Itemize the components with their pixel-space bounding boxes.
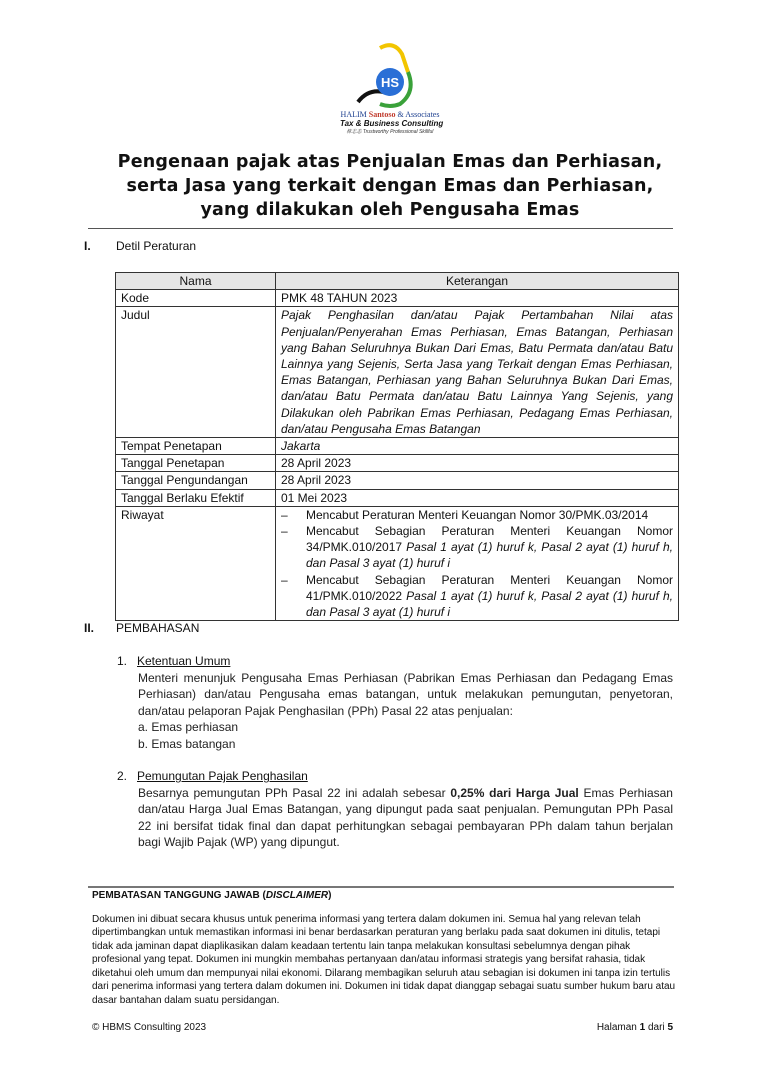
disclaimer-heading: PEMBATASAN TANGGUNG JAWAB (DISCLAIMER) xyxy=(92,890,332,901)
row-value: 28 April 2023 xyxy=(276,455,679,472)
row-value: Pajak Penghasilan dan/atau Pajak Pertambahan Nilai atas Penjualan/Penyerahan Emas Perhiasan, Emas Batangan, Perhiasan yang Bahan Seluruhnya Bukan Dari Emas, Batu Permata dan/atau Batu Lainnya yang Sejenis, Serta Jasa yang Terkait dengan Emas Perhiasan, Emas Batangan, Perhiasan yang Bahan Seluruhnya Bukan Dari Emas, dan/atau Batu Permata dan/atau Batu Lainnya Yang Sejenis, yang Dilakukan oleh Pabrikan Emas Perhiasan, Pedagang Emas Perhiasan, dan/atau Pengusaha Emas Batangan xyxy=(276,307,679,438)
row-value: 01 Mei 2023 xyxy=(276,489,679,506)
table-row xyxy=(116,290,679,307)
row-label: Tempat Penetapan xyxy=(116,438,276,455)
item-paragraph: Besarnya pemungutan PPh Pasal 22 ini adalah sebesar 0,25% dari Harga Jual Emas Perhiasan dan/atau Harga Jual Emas Batangan, yang dipungut pada saat penjualan. Pemungutan PPh Pasal 22 ini bersifat tidak final dan dapat perhitungkan sebagai pembayaran PPh dalam tahun berjalan bagi Wajib Pajak (WP) yang dipungut. xyxy=(138,785,673,849)
footer-page-number: Halaman 1 dari 5 xyxy=(596,1022,673,1033)
riwayat-list-cell xyxy=(276,506,679,620)
col-header-keterangan: Keterangan xyxy=(276,273,679,290)
list-item: b. Emas batangan xyxy=(138,736,236,751)
disclaimer-text: Dokumen ini dibuat secara khusus untuk penerima informasi yang tertera dalam dokumen ini. Semua hal yang relevan telah dipertimbangkan untuk memastikan informasi ini benar berdasarkan peraturan yang berlaku pada saat dokumen ini ditulis, tetapi tidak ada jaminan dapat diaplikasikan dalam keadaan tertentu lain tanpa melakukan konsultasi sebelumnya dengan pihak profesional yang tepat. Dokumen ini mungkin membahas pertanyaan dan/atau informasi strategis yang bersifat rahasia, tidak diketahui oleh umum dan mempunyai nilai ekonomi. Dilarang membagikan seluruh atau sebagian isi dokumen ini tanpa izin tertulis dari penerima informasi yang tertera dalam dokumen ini. Dokumen ini tidak dapat dianggap sebagai suatu sumber hukum baru atau dasar bantahan dalam suatu persidangan. xyxy=(92,913,676,1006)
table-row xyxy=(116,472,679,489)
row-label: Judul xyxy=(116,307,276,438)
table-row xyxy=(116,489,679,506)
logo-tagline: Tax & Business Consulting xyxy=(340,119,444,128)
list-item: – Mencabut Peraturan Menteri Keuangan Nomor 30/PMK.03/2014 xyxy=(281,507,673,523)
row-value: Jakarta xyxy=(276,438,679,455)
logo-name: HALIM Santoso & Associates xyxy=(340,110,440,119)
table-row xyxy=(116,307,679,438)
svg-text:HS: HS xyxy=(380,75,400,90)
company-logo xyxy=(340,42,444,148)
row-label: Kode xyxy=(116,290,276,307)
title-divider xyxy=(88,228,673,229)
row-label: Riwayat xyxy=(116,506,276,620)
section-heading-1: I. Detil Peraturan xyxy=(84,239,197,253)
document-title: Pengenaan pajak atas Penjualan Emas dan Perhiasan, serta Jasa yang terkait dengan Emas dan Perhiasan, yang dilakukan oleh Pengusaha Emas xyxy=(117,152,663,220)
item-heading: 1. Ketentuan Umum xyxy=(117,654,231,668)
row-value: 28 April 2023 xyxy=(276,472,679,489)
table-row xyxy=(116,438,679,455)
item-heading: 2. Pemungutan Pajak Penghasilan xyxy=(117,769,308,783)
row-value: PMK 48 TAHUN 2023 xyxy=(276,290,679,307)
row-label: Tanggal Pengundangan xyxy=(116,472,276,489)
disclaimer xyxy=(92,889,677,1007)
section-heading-2: II. PEMBAHASAN xyxy=(84,621,200,635)
item-paragraph: Menteri menunjuk Pengusaha Emas Perhiasan (Pabrikan Emas Perhiasan dan Pedagang Emas Perhiasan) dan/atau Pengusaha emas batangan, untuk melakukan pemungutan, penyetoran, dan/atau pelaporan Pajak Penghasilan (PPh) Pasal 22 atas penjualan: xyxy=(138,670,673,718)
list-item: – Mencabut Sebagian Peraturan Menteri Keuangan Nomor 34/PMK.010/2017 Pasal 1 ayat (1) huruf k, Pasal 2 ayat (1) huruf h, dan Pasal 3 ayat (1) huruf i xyxy=(281,523,673,572)
disclaimer-divider xyxy=(88,886,674,888)
row-label: Tanggal Berlaku Efektif xyxy=(116,489,276,506)
logo-emblem-icon xyxy=(350,42,430,110)
col-header-nama: Nama xyxy=(116,273,276,290)
item-pemungutan xyxy=(117,768,673,851)
item-ketentuan-umum xyxy=(117,653,673,752)
row-label: Tanggal Penetapan xyxy=(116,455,276,472)
table-row xyxy=(116,506,679,620)
regulation-details-table xyxy=(115,272,679,621)
list-item: – Mencabut Sebagian Peraturan Menteri Keuangan Nomor 41/PMK.010/2022 Pasal 1 ayat (1) huruf k, Pasal 2 ayat (1) huruf h, dan Pasal 3 ayat (1) huruf i xyxy=(281,572,673,621)
table-row xyxy=(116,455,679,472)
logo-motto: 株志恙 Trustworthy Professional Skillful xyxy=(346,129,434,135)
list-item: a. Emas perhiasan xyxy=(138,720,239,734)
footer-copyright: © HBMS Consulting 2023 xyxy=(92,1022,207,1033)
